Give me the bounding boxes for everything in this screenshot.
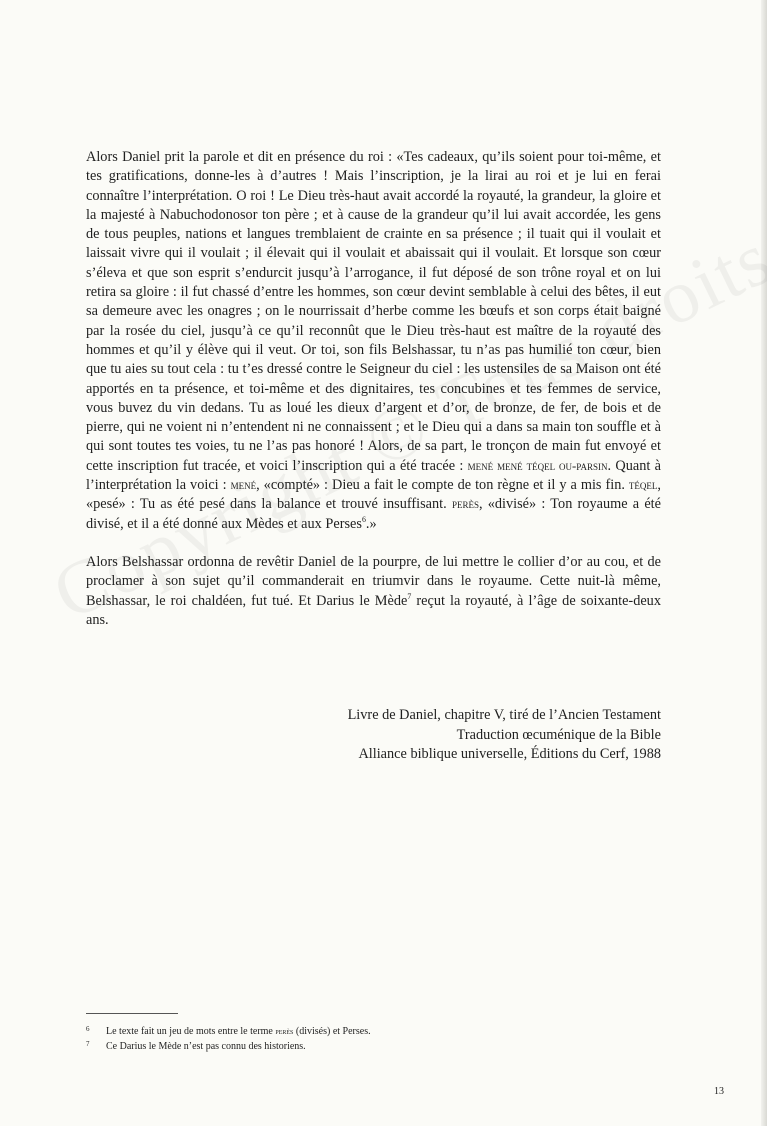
word-mene-smallcaps: mené: [230, 478, 257, 493]
page-number: 13: [714, 1086, 724, 1097]
text-segment: , «pesé» : Tu as été pesé dans la balance et trouvé insuffisant.: [86, 477, 661, 513]
footnote-ref-6[interactable]: 6: [361, 514, 366, 524]
text-segment: (divisés) et Perses.: [293, 1026, 371, 1037]
footnote-text: [106, 1024, 371, 1039]
footnote-text: Ce Darius le Mède n’est pas connu des historiens.: [106, 1041, 306, 1052]
text-segment: Le texte fait un jeu de mots entre le terme: [106, 1026, 276, 1037]
source-citation: [348, 706, 661, 765]
footnote-ref-7[interactable]: 7: [407, 591, 412, 601]
footnote-number: 6: [86, 1025, 90, 1033]
word-peres-smallcaps: perès: [275, 1026, 294, 1036]
text-segment: .»: [365, 515, 377, 532]
footnote-7: [86, 1039, 371, 1054]
main-text: [86, 148, 661, 649]
source-line-1: Livre de Daniel, chapitre V, tiré de l’Ancien Testament: [347, 707, 661, 723]
footnote-divider: [86, 1013, 178, 1014]
text-segment: Alors Belshassar ordonna de revêtir Daniel de la pourpre, de lui mettre le collier d’or au cou, et de proclamer à son sujet qu’il commanderait en triumvir dans le royaume. Cette nuit-là même, Belshassar, le roi chaldéen, fut tué. Et Darius le Mède: [86, 553, 661, 609]
word-teqel-smallcaps: téqel: [628, 478, 658, 493]
text-segment: Alors Daniel prit la parole et dit en présence du roi : «Tes cadeaux, qu’ils soient pour toi-même, et tes gratifications, donne-les à d’autres ! Mais l’inscription, je la lirai au roi et je lui en ferai connaître l’interprétation. O roi ! Le Dieu très-haut avait accordé la royauté, la grandeur, la gloire et la majesté à Nabuchodonosor ton père ; et à cause de la grandeur qu’il lui avait accordée, les gens de tous peuples, nations et langues tremblaient de crainte en sa présence ; il tuait qui il voulait et laissait vivre qui il voulait ; il élevait qui il voulait et abaissait qui il voulait. Et lorsque son cœur s’éleva et que son esprit s’endurcit jusqu’à l’arrogance, il fut déposé de son trône royal et on lui retira sa gloire : il fut chassé d’entre les hommes, son cœur devint semblable à celui des bêtes, il eut sa demeure avec les onagres ; on le nourrissait d’herbe comme les bœufs et son corps était baigné par la rosée du ciel, jusqu’à ce qu’il reconnût que le Dieu très-haut est maître de la royauté des hommes et qu’il y élève qui il veut. Or toi, son fils Belshassar, tu n’as pas humilié ton cœur, bien que tu aies su tout cela : tu t’es dressé contre le Seigneur du ciel : les ustensiles de sa Maison ont été apportés en ta présence, et toi-même et des dignitaires, tes concubines et tes femmes de service, vous buvez du vin dedans. Tu as loué les dieux d’argent et d’or, de bronze, de fer, de bois et de pierre, qui ne voient ni n’entendent ni ne connaissent ; et le Dieu qui a dans sa main ton souffle et à qui sont toutes tes voies, tu ne l’as pas honoré ! Alors, de sa part, le tronçon de main fut envoyé et cette inscription fut tracée, et voici l’inscription qui a été tracée :: [86, 149, 661, 474]
source-line-3: Alliance biblique universelle, Éditions du Cerf, 1988: [358, 746, 661, 762]
inscription-smallcaps: mené mené téqel ou-parsin: [467, 458, 608, 473]
text-segment: reçut la royauté, à l’âge de soixante-deux ans.: [86, 592, 661, 628]
footnote-6: [86, 1024, 371, 1039]
text-segment: , «compté» : Dieu a fait le compte de ton règne et il y a mis fin.: [256, 477, 629, 494]
paragraph-daniel-speech: [86, 148, 661, 534]
word-peres-smallcaps: perès: [451, 497, 479, 512]
footnote-number: 7: [86, 1040, 90, 1048]
paragraph-belshassar-death: [86, 553, 661, 630]
text-segment: . Quant à l’interprétation la voici :: [86, 457, 661, 494]
page-edge: [761, 0, 767, 1126]
footnotes: [86, 1024, 371, 1054]
source-line-2: Traduction œcuménique de la Bible: [456, 726, 661, 743]
text-segment: , «divisé» : Ton royaume a été divisé, et il a été donné aux Mèdes et aux Perses: [86, 496, 661, 532]
